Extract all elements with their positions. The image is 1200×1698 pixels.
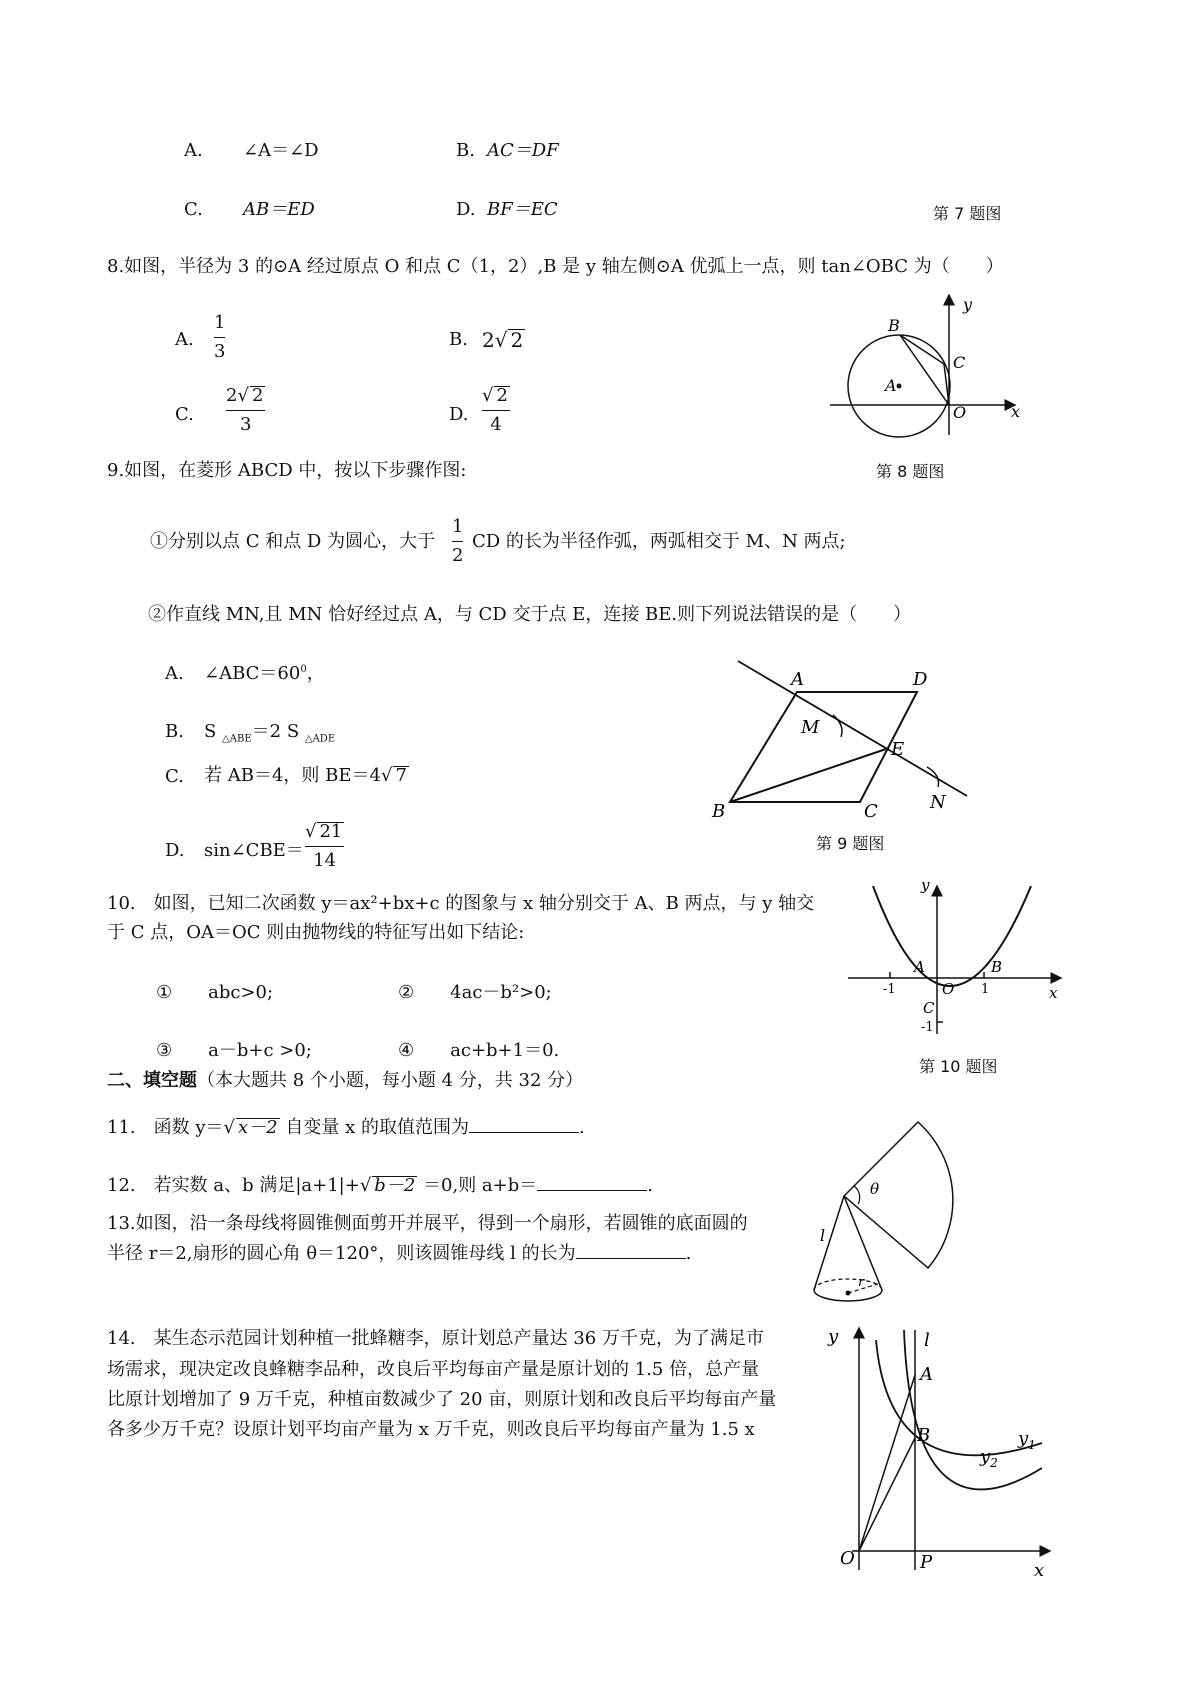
- q8-option-c-num: 2√ 2: [226, 385, 264, 406]
- q10-label-c: C: [923, 999, 935, 1017]
- q9-arc-n: [927, 767, 939, 787]
- q8-stem: 8.如图，半径为 3 的⊙A 经过原点 O 和点 C（1，2）,B 是 y 轴左侧⊙A 优弧上一点，则 tan∠OBC 为（ ）: [107, 256, 1004, 277]
- q13-cone-left-edge: [814, 1196, 844, 1290]
- q9-step1: [150, 533, 435, 551]
- q14-label-y1: [1017, 1428, 1036, 1452]
- q8-option-b-coef: 2: [482, 328, 495, 352]
- q8-option-a-num: 1: [214, 312, 226, 333]
- q12-line: 12. 若实数 a、b 满足|a+1|+√ b－2 ＝0,则 a+b＝ .: [107, 1175, 653, 1196]
- q13-line2-text: 半径 r＝2,扇形的圆心角 θ＝120°，则该圆锥母线 l 的长为: [107, 1243, 576, 1264]
- q8-option-c-fraction: [226, 386, 265, 434]
- q14-label-y2-main: y: [980, 1446, 991, 1467]
- q9-option-d-fraction: [305, 822, 344, 870]
- q13-base-back: [814, 1279, 882, 1290]
- section2-note: （本大题共 8 个小题，每小题 4 分，共 32 分）: [197, 1070, 584, 1091]
- q14-line3: 比原计划增加了 9 万千克，种植亩数减少了 20 亩，则原计划和改良后平均每亩产量: [107, 1389, 777, 1410]
- q14-label-y2: [979, 1446, 998, 1470]
- q10-label-plus-1: 1: [981, 982, 990, 997]
- q7-option-b-letter: B.: [456, 140, 475, 161]
- q9-option-b-mid: ＝2 S: [251, 721, 300, 742]
- q14-line1: 14. 某生态示范园计划种植一批蜂糖李，原计划总产量达 36 万千克，为了满足市: [107, 1328, 764, 1349]
- q11-answer-blank[interactable]: [469, 1132, 579, 1133]
- q13-period: .: [685, 1243, 692, 1264]
- q9-half-num: 1: [452, 516, 464, 537]
- q13-line2: [107, 1245, 691, 1263]
- q9-option-b-letter: B.: [165, 721, 184, 742]
- q8-label-y: y: [963, 295, 973, 314]
- q9-option-d-letter: D.: [165, 840, 185, 861]
- q7-option-c-letter: C.: [184, 199, 203, 220]
- q14-curve-y2: [904, 1330, 1042, 1489]
- q10-line2: 于 C 点，OA＝OC 则由抛物线的特征写出如下结论:: [107, 922, 525, 943]
- q9-label-c: C: [864, 801, 878, 822]
- q14-label-y: y: [828, 1326, 839, 1347]
- q9-rhombus-abcd: [730, 692, 917, 802]
- q12-part-b: ＝0,则 a+b＝: [423, 1175, 538, 1196]
- q10-label-x: x: [1049, 984, 1058, 1002]
- section2-heading: [107, 1072, 583, 1090]
- q8-option-d-den: 4: [490, 414, 502, 435]
- q8-option-b-rad: 2: [510, 328, 524, 352]
- q8-option-d-fraction: [482, 386, 510, 434]
- q10-label-o: O: [942, 980, 955, 998]
- q7-option-d-letter: D.: [456, 199, 476, 220]
- q10-figure: [843, 876, 1063, 1036]
- q9-figure-caption: 第 9 题图: [816, 834, 885, 853]
- q9-option-a-sup: 0: [300, 664, 307, 675]
- q9-option-c-letter: C.: [165, 766, 184, 787]
- q9-step1-part-a: ①分别以点 C 和点 D 为圆心，大于: [150, 531, 436, 552]
- q11-part-b: 自变量 x 的取值范围为: [285, 1117, 469, 1138]
- q9-label-d: D: [913, 669, 928, 690]
- q7-option-a-text: ∠A＝∠D: [243, 140, 319, 161]
- q10-conclusion-3: ③ a－b+c >0;: [156, 1040, 312, 1061]
- q9-option-c-text: 若 AB＝4，则 BE＝4√ 7: [204, 765, 407, 786]
- q13-sector: [844, 1122, 953, 1268]
- q8-figure: [825, 290, 1025, 440]
- q13-answer-blank[interactable]: [576, 1258, 686, 1259]
- q9-label-a: A: [791, 669, 804, 690]
- q9-half-fraction: [452, 518, 463, 565]
- q8-option-c-letter: C.: [175, 404, 194, 425]
- q9-option-b-sub2: △ADE: [304, 733, 336, 745]
- q8-label-c: C: [953, 353, 966, 372]
- q8-option-a-fraction: [214, 314, 225, 361]
- q7-option-a-letter: A.: [184, 140, 203, 161]
- q10-conclusion-2: ② 4ac－b²>0;: [398, 982, 552, 1003]
- q9-stem: 9.如图，在菱形 ABCD 中，按以下步骤作图:: [107, 460, 467, 481]
- q9-figure: [705, 655, 975, 830]
- q13-line1: 13.如图，沿一条母线将圆锥侧面剪开并展平，得到一个扇形，若圆锥的底面圆的: [107, 1213, 748, 1234]
- q10-line1: 10. 如图，已知二次函数 y＝ax²+bx+c 的图象与 x 轴分别交于 A、B 两点，与 y 轴交: [107, 893, 815, 914]
- q9-option-b-sub1: △ABE: [222, 733, 252, 745]
- q8-figure-caption: 第 8 题图: [876, 462, 945, 481]
- q10-figure-caption: 第 10 题图: [919, 1057, 998, 1076]
- q7-figure-caption: 第 7 题图: [933, 204, 1002, 223]
- q14-label-l: l: [924, 1330, 930, 1351]
- q14-label-p: P: [920, 1552, 933, 1573]
- q10-label-b: B: [991, 958, 1003, 976]
- q8-segment-bc: [900, 335, 944, 364]
- q14-segment-ob: [859, 1438, 915, 1551]
- q12-answer-blank[interactable]: [537, 1190, 647, 1191]
- q8-label-b: B: [888, 316, 900, 335]
- q9-option-d-den: 14: [313, 850, 337, 871]
- q10-label-y-minus-1: -1: [921, 1020, 934, 1035]
- q8-option-a-den: 3: [214, 341, 226, 362]
- q9-option-a-letter: A.: [165, 663, 184, 684]
- q11-radicand: x－2: [238, 1117, 278, 1138]
- q7-option-d-text: BF＝EC: [487, 199, 558, 220]
- q8-label-a: A: [885, 376, 897, 395]
- q9-option-a-tail: ，: [306, 663, 325, 684]
- q9-label-e: E: [891, 739, 905, 760]
- q12-part-a: 12. 若实数 a、b 满足|a+1|+: [107, 1175, 360, 1196]
- q14-label-y2-sub: 2: [990, 1456, 998, 1470]
- q12-period: .: [647, 1175, 653, 1196]
- q13-label-theta: θ: [870, 1180, 880, 1198]
- q9-label-b: B: [712, 801, 726, 822]
- q11-period: .: [578, 1117, 585, 1138]
- q10-label-a: A: [914, 958, 925, 976]
- q9-option-a-main: ∠ABC＝60: [204, 663, 301, 684]
- q13-label-l: l: [820, 1226, 826, 1245]
- q9-half-den: 2: [452, 545, 464, 566]
- q8-option-b-value: 2√ 2: [482, 328, 524, 352]
- q8-option-d-rad: 2: [496, 385, 508, 406]
- q10-conclusion-4: ④ ac+b+1＝0.: [398, 1040, 560, 1061]
- q14-line2: 场需求，现决定改良蜂糖李品种，改良后平均每亩产量是原计划的 1.5 倍，总产量: [107, 1359, 760, 1380]
- q11-part-a: 11. 函数 y＝: [107, 1117, 224, 1138]
- q9-step1-part-b: CD 的长为半径作弧，两弧相交于 M、N 两点;: [472, 531, 846, 552]
- q14-label-b: B: [917, 1425, 931, 1446]
- q8-label-x: x: [1011, 402, 1021, 421]
- q9-option-a-text: [204, 665, 325, 683]
- q10-label-minus-1: -1: [883, 982, 896, 997]
- q14-label-o: O: [840, 1548, 855, 1569]
- q10-label-y: y: [921, 876, 930, 894]
- q7-option-c-text: AB＝ED: [243, 199, 315, 220]
- q14-label-x: x: [1034, 1560, 1045, 1581]
- q8-option-d-letter: D.: [449, 404, 469, 425]
- q14-label-a: A: [920, 1364, 933, 1385]
- q9-label-m: M: [801, 717, 820, 738]
- q10-parabola: [873, 886, 1031, 986]
- q9-option-c-main: 若 AB＝4，则 BE＝4: [204, 765, 381, 786]
- section2-title: 二、填空题: [107, 1070, 197, 1091]
- q12-radicand: b－2: [374, 1175, 416, 1196]
- q9-option-d-text: sin∠CBE＝: [204, 840, 304, 861]
- q8-option-b-letter: B.: [449, 329, 468, 350]
- q13-angle-mark: [854, 1186, 860, 1204]
- q9-step2: ②作直线 MN,且 MN 恰好经过点 A，与 CD 交于点 E，连接 BE.则下列说法错误的是（ ）: [148, 604, 912, 625]
- q8-center-a-dot: [897, 384, 902, 389]
- q8-label-o: O: [953, 403, 967, 422]
- q9-line-mn: [738, 661, 967, 796]
- q9-option-b-s1: S: [204, 721, 217, 742]
- q8-option-c-rad: 2: [251, 385, 264, 406]
- q9-option-d-rad: 21: [319, 821, 343, 842]
- q14-line4: 各多少万千克？设原计划平均亩产量为 x 万千克，则改良后平均每亩产量为 1.5 x: [107, 1419, 755, 1440]
- q14-segment-oa: [859, 1375, 915, 1551]
- q13-figure: [808, 1118, 968, 1318]
- q13-base-center: [846, 1291, 851, 1296]
- q7-option-b-text: AC＝DF: [487, 140, 559, 161]
- q9-option-d-num: √ 21: [305, 821, 343, 842]
- q8-option-c-den: 3: [239, 414, 252, 435]
- q9-option-b-text: [204, 723, 335, 745]
- q9-label-n: N: [930, 792, 946, 813]
- q14-figure: [822, 1318, 1052, 1580]
- q8-option-c-coef: 2: [226, 385, 238, 406]
- q8-option-a-letter: A.: [175, 329, 194, 350]
- q8-option-d-num: √ 2: [482, 385, 508, 406]
- q10-conclusion-1: ① abc>0;: [156, 982, 274, 1003]
- q14-label-y1-main: y: [1018, 1428, 1029, 1449]
- q9-option-c-rad: 7: [395, 765, 407, 786]
- q13-label-r: r: [858, 1275, 865, 1290]
- q11-line: 11. 函数 y＝√ x－2 自变量 x 的取值范围为 .: [107, 1117, 585, 1138]
- q8-segment-ob: [900, 335, 949, 405]
- q14-label-y1-sub: 1: [1028, 1438, 1036, 1452]
